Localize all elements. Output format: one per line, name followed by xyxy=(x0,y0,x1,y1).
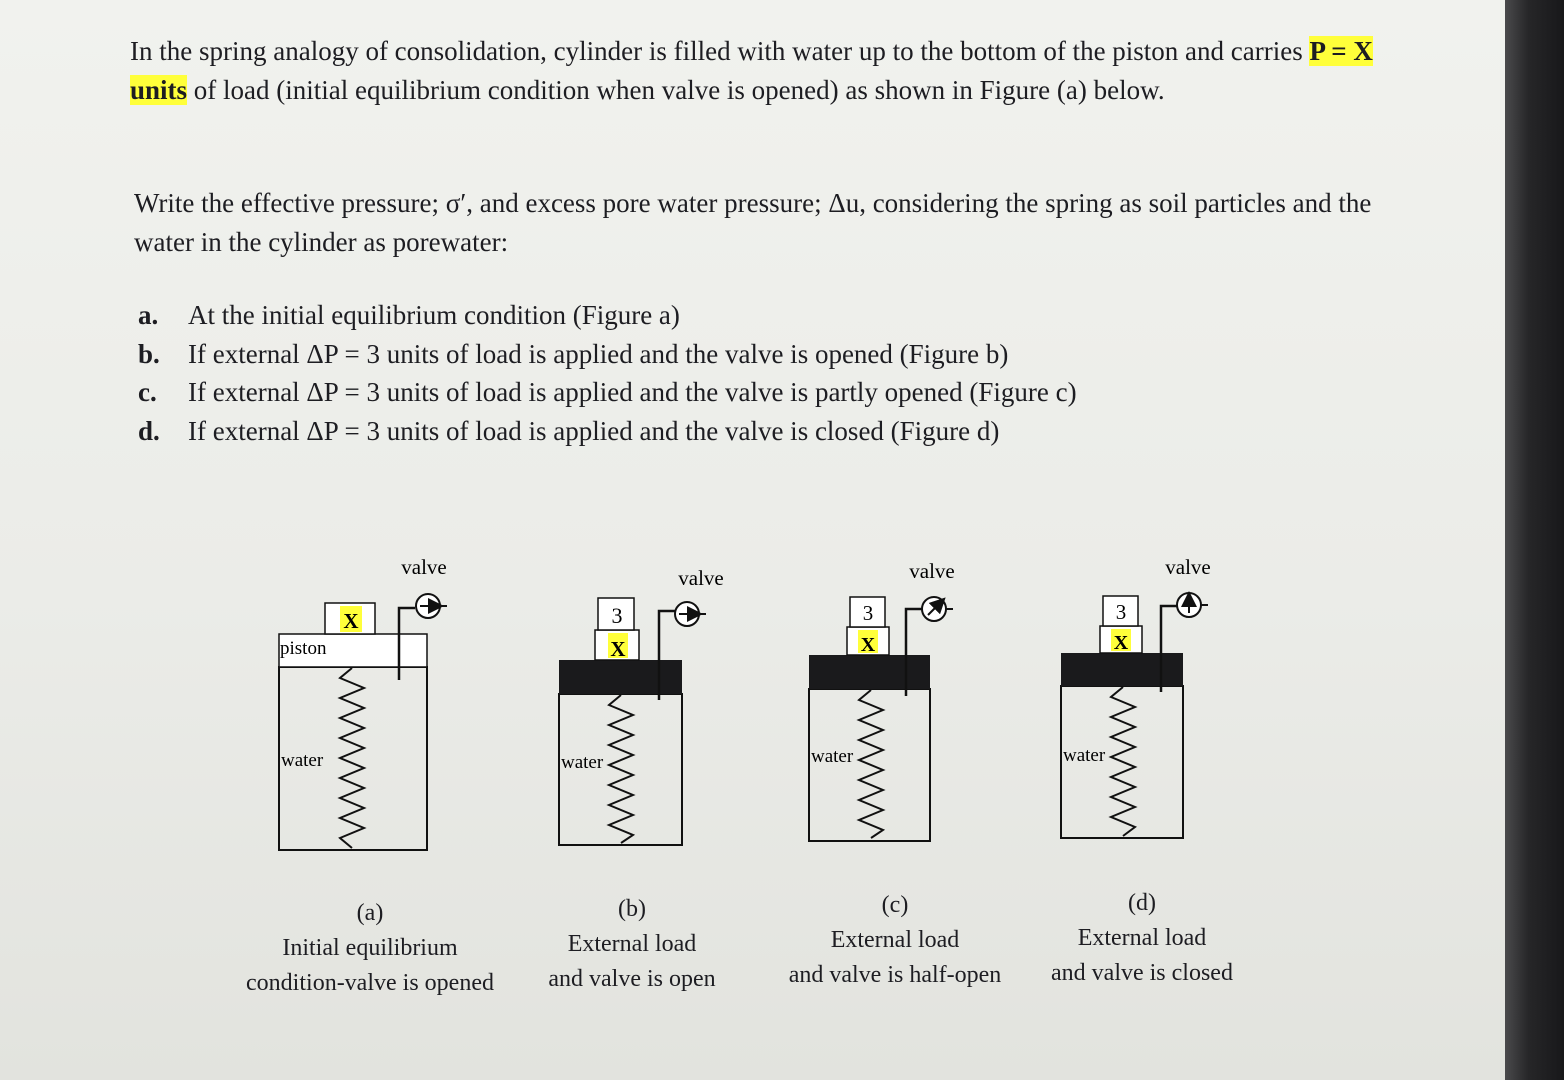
water-label: water xyxy=(561,752,604,773)
spring xyxy=(609,695,633,843)
item-text: If external ΔP = 3 units of load is applied and the valve is closed (Figure d) xyxy=(188,415,1000,446)
figure-d xyxy=(1061,555,1211,838)
caption-line2: and valve is open xyxy=(548,966,716,992)
water-label: water xyxy=(281,750,324,771)
caption-line1: External load xyxy=(567,931,697,957)
caption-letter: (c) xyxy=(881,892,909,918)
load-label-delta: 3 xyxy=(862,601,874,625)
item-text: If external ΔP = 3 units of load is applied and the valve is opened (Figure b) xyxy=(188,338,1009,369)
caption-line2: condition-valve is opened xyxy=(246,970,494,996)
valve-label: valve xyxy=(909,559,955,583)
piston xyxy=(1061,653,1183,686)
item-text: If external ΔP = 3 units of load is applied and the valve is partly opened (Figure c) xyxy=(188,377,1077,407)
caption-line2: and valve is half-open xyxy=(788,962,1002,988)
piston xyxy=(559,660,682,694)
intro-text-before: In the spring analogy of consolidation, cylinder is filled with water up to the bottom of the piston and carries xyxy=(130,36,1310,66)
item-marker: b. xyxy=(138,338,160,369)
caption-line1: Initial equilibrium xyxy=(282,935,458,961)
caption-c xyxy=(765,888,1025,993)
caption-letter: (b) xyxy=(618,896,646,922)
piston-label: piston xyxy=(280,638,327,659)
water-label: water xyxy=(811,746,854,767)
valve-label: valve xyxy=(401,555,447,579)
instruction-paragraph: Write the effective pressure; σ′, and excess pore water pressure; Δu, considering the spring as soil particles and the water in the cylinder as porewater: xyxy=(134,188,1372,257)
spring xyxy=(340,668,364,848)
spring xyxy=(1111,687,1135,836)
piston xyxy=(809,655,930,689)
load-label-x: X xyxy=(343,609,359,633)
spring xyxy=(859,690,883,838)
load-label-delta: 3 xyxy=(1115,600,1127,624)
caption-b xyxy=(524,892,740,997)
item-text: At the initial equilibrium condition (Figure a) xyxy=(188,300,680,330)
intro-text-after: of load (initial equilibrium condition when valve is opened) as shown in Figure (a) below. xyxy=(187,75,1165,105)
caption-line2: and valve is closed xyxy=(1051,960,1233,986)
item-marker: d. xyxy=(138,415,160,446)
figure-b xyxy=(559,566,724,845)
load-label-x: X xyxy=(860,634,876,656)
caption-line1: External load xyxy=(830,927,960,953)
valve-label: valve xyxy=(678,566,724,590)
caption-letter: (a) xyxy=(356,900,384,926)
caption-letter: (d) xyxy=(1128,890,1156,916)
figure-c xyxy=(809,559,955,841)
figure-a xyxy=(279,555,447,850)
item-marker: c. xyxy=(138,377,157,407)
valve-label: valve xyxy=(1165,555,1211,579)
load-highlight: P = X units xyxy=(130,36,1373,105)
item-marker: a. xyxy=(138,300,159,330)
water-label: water xyxy=(1063,745,1106,766)
caption-d xyxy=(1030,886,1254,991)
load-label-x: X xyxy=(610,637,626,661)
caption-line1: External load xyxy=(1077,925,1207,951)
load-label-delta: 3 xyxy=(611,603,623,628)
load-label-x: X xyxy=(1113,632,1129,654)
caption-a xyxy=(220,896,520,1001)
